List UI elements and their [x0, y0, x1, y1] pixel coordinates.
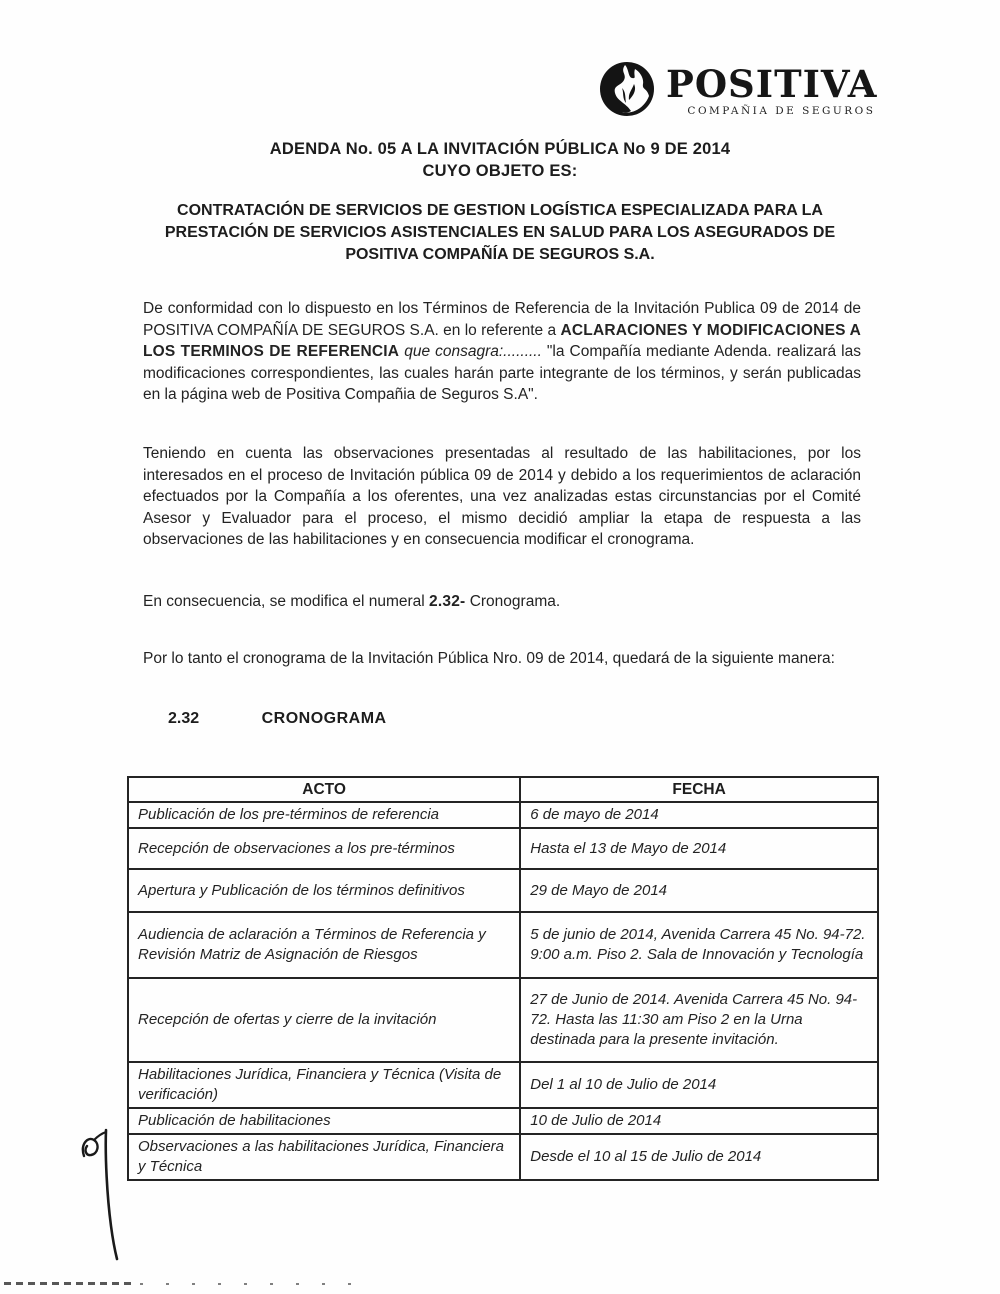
cell-fecha: Del 1 al 10 de Julio de 2014 — [520, 1062, 878, 1108]
cell-fecha: 29 de Mayo de 2014 — [520, 869, 878, 912]
cell-acto: Recepción de ofertas y cierre de la invitación — [128, 978, 520, 1062]
logo-wordmark: POSITIVA — [666, 62, 878, 106]
column-header-acto: ACTO — [128, 777, 520, 802]
cronograma-table — [127, 776, 879, 1181]
cell-fecha: 10 de Julio de 2014 — [520, 1108, 878, 1134]
logo-text — [666, 60, 877, 117]
column-header-fecha: FECHA — [520, 777, 878, 802]
p3-bold-numeral: 2.32- — [429, 593, 466, 610]
cell-acto: Publicación de los pre-términos de referencia — [128, 802, 520, 828]
cell-fecha: Desde el 10 al 15 de Julio de 2014 — [520, 1134, 878, 1180]
title-line-2: CUYO OBJETO ES: — [422, 162, 578, 180]
scan-artifact-dashes — [4, 1282, 132, 1285]
handwritten-mark — [76, 1126, 136, 1266]
p3-text-start: En consecuencia, se modifica el numeral — [143, 593, 430, 610]
cell-fecha: Hasta el 13 de Mayo de 2014 — [520, 828, 878, 869]
cell-fecha: 27 de Junio de 2014. Avenida Carrera 45 No. 94-72. Hasta las 11:30 am Piso 2 en la Urna destinada para la presente invitación. — [520, 978, 878, 1062]
section-title: CRONOGRAMA — [261, 710, 387, 727]
cell-fecha: 5 de junio de 2014, Avenida Carrera 45 No. 94-72. 9:00 a.m. Piso 2. Sala de Innovación y Tecnología — [520, 912, 878, 978]
table-row — [128, 912, 878, 978]
p1-text-start: De conformidad con lo dispuesto en los Términos de Referencia de la Invitación Publica 09 de 2014 de POSITIVA COMPAÑÍA DE SEGUROS S.A. en lo referente a — [143, 300, 861, 339]
title-line-1: ADENDA No. 05 A LA INVITACIÓN PÚBLICA No 9 DE 2014 — [269, 140, 731, 158]
cell-acto: Recepción de observaciones a los pre-términos — [128, 828, 520, 869]
paragraph-por-lo-tanto: Por lo tanto el cronograma de la Invitación Pública Nro. 09 de 2014, quedará de la siguiente manera: — [143, 650, 835, 667]
positiva-globe-icon — [598, 60, 656, 118]
table-row — [128, 1108, 878, 1134]
document-title — [130, 138, 870, 182]
logo-tagline: COMPAÑIA DE SEGUROS — [687, 105, 876, 117]
table-row — [128, 869, 878, 912]
table-row — [128, 978, 878, 1062]
object-heading: CONTRATACIÓN DE SERVICIOS DE GESTION LOGÍSTICA ESPECIALIZADA PARA LA PRESTACIÓN DE SERVICIOS ASISTENCIALES EN SALUD PARA LOS ASEGURADOS DE POSITIVA COMPAÑÍA DE SEGUROS S.A. — [164, 202, 836, 263]
table-header-row — [128, 777, 878, 802]
table-row — [128, 1062, 878, 1108]
cell-acto: Observaciones a las habilitaciones Jurídica, Financiera y Técnica — [128, 1134, 520, 1180]
p1-bold-aclaraciones: ACLARACIONES Y MODIFICACIONES A LOS TERMINOS DE REFERENCIA — [143, 321, 862, 360]
table-row — [128, 1134, 878, 1180]
cell-acto: Habilitaciones Jurídica, Financiera y Técnica (Visita de verificación) — [128, 1062, 520, 1108]
cell-acto: Audiencia de aclaración a Términos de Referencia y Revisión Matriz de Asignación de Riesgos — [128, 912, 520, 978]
section-number: 2.32 — [168, 710, 200, 727]
positiva-logo — [598, 60, 877, 118]
p1-text-end: "la Compañía mediante Adenda. realizará las modificaciones correspondientes, las cuales harán parte integrante de los términos, y serán publicadas en la página web de Positiva Compañia de Seguros S.A". — [143, 343, 861, 403]
paragraph-conformidad — [143, 298, 861, 406]
p3-text-end: Cronograma. — [465, 593, 561, 610]
p1-italic-consagra: que consagra:......... — [399, 343, 542, 360]
paragraph-consecuencia — [143, 591, 861, 613]
cell-fecha: 6 de mayo de 2014 — [520, 802, 878, 828]
section-heading-cronograma — [168, 710, 387, 728]
table-row — [128, 828, 878, 869]
cell-acto: Apertura y Publicación de los términos definitivos — [128, 869, 520, 912]
scan-artifact-dots — [140, 1283, 360, 1285]
paragraph-teniendo: Teniendo en cuenta las observaciones presentadas al resultado de las habilitaciones, por los interesados en el proceso de Invitación pública 09 de 2014 y debido a los requerimientos de aclaración efectuados por la Compañía a los oferentes, una vez analizadas estas circunstancias por el Comité Asesor y Evaluador para el proceso, el mismo decidió ampliar la etapa de respuesta a las observaciones de las habilitaciones y en consecuencia modificar el cronograma. — [143, 445, 861, 548]
table-row — [128, 802, 878, 828]
cell-acto: Publicación de habilitaciones — [128, 1108, 520, 1134]
